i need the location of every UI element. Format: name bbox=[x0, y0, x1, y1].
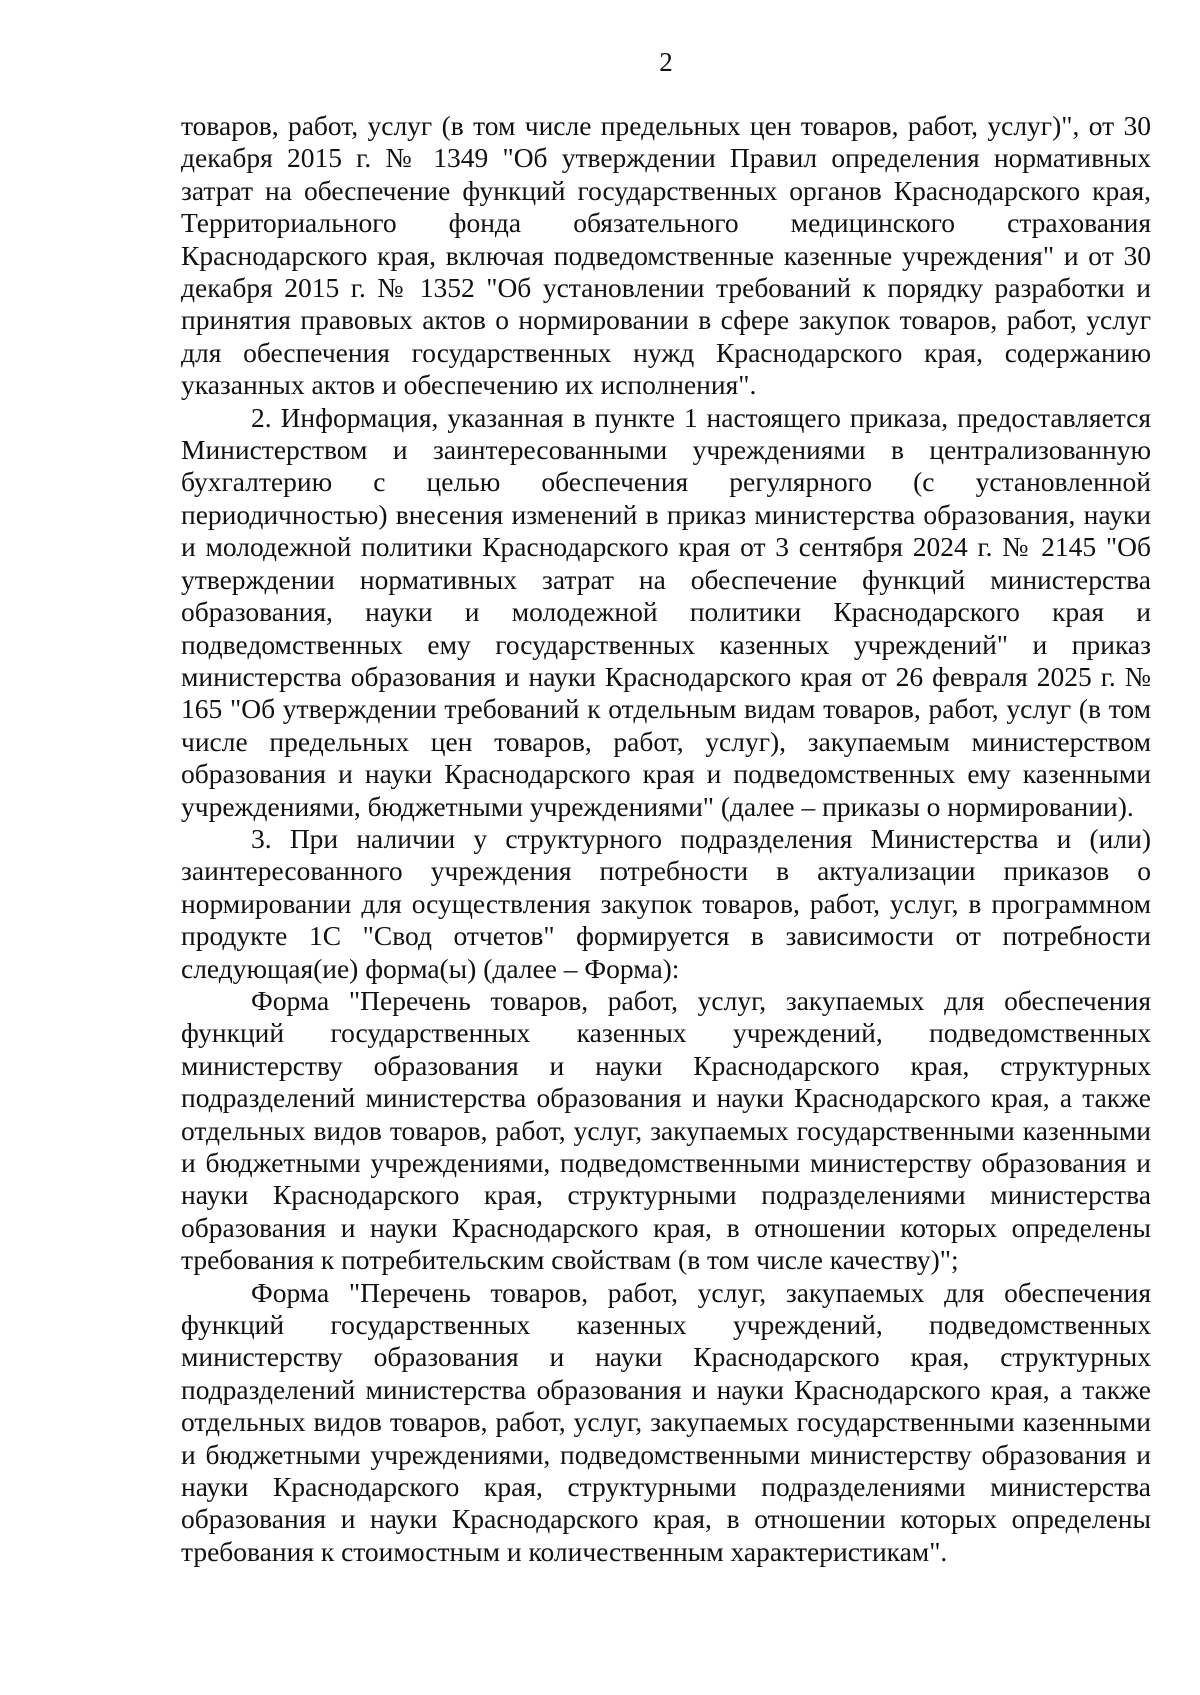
paragraph-form-2: Форма "Перечень товаров, работ, услуг, закупаемых для обеспечения функций государственных казенных учреждений, подведомственных министерству образования и науки Краснодарского края, структурных подразделений министерства образования и науки Краснодарского края, а также отдельных видов товаров, работ, услуг, закупаемых государственными казенными и бюджетными учреждениями, подведомственными министерству образования и науки Краснодарского края, структурными подразделениями министерства образования и науки Краснодарского края, в отношении которых определены требования к стоимостным и количественным характеристикам". bbox=[181, 1276, 1151, 1567]
document-body bbox=[181, 110, 1151, 1568]
page-number: 2 bbox=[659, 47, 673, 77]
paragraph-continuation: товаров, работ, услуг (в том числе предельных цен товаров, работ, услуг)", от 30 декабря 2015 г. № 1349 "Об утверждении Правил определения нормативных затрат на обеспечение функций государственных органов Краснодарского края, Территориального фонда обязательного медицинского страхования Краснодарского края, включая подведомственные казенные учреждения" и от 30 декабря 2015 г. № 1352 "Об установлении требований к порядку разработки и принятия правовых актов о нормировании в сфере закупок товаров, работ, услуг для обеспечения государственных нужд Краснодарского края, содержанию указанных актов и обеспечению их исполнения". bbox=[181, 110, 1151, 401]
paragraph-item-3: 3. При наличии у структурного подразделения Министерства и (или) заинтересованного учреждения потребности в актуализации приказов о нормировании для осуществления закупок товаров, работ, услуг, в программном продукте 1С "Свод отчетов" формируется в зависимости от потребности следующая(ие) форма(ы) (далее – Форма): bbox=[181, 822, 1151, 984]
paragraph-form-1: Форма "Перечень товаров, работ, услуг, закупаемых для обеспечения функций государственных казенных учреждений, подведомственных министерству образования и науки Краснодарского края, структурных подразделений министерства образования и науки Краснодарского края, а также отдельных видов товаров, работ, услуг, закупаемых государственными казенными и бюджетными учреждениями, подведомственными министерству образования и науки Краснодарского края, структурными подразделениями министерства образования и науки Краснодарского края, в отношении которых определены требования к потребительским свойствам (в том числе качеству)"; bbox=[181, 984, 1151, 1276]
paragraph-item-2: 2. Информация, указанная в пункте 1 настоящего приказа, предоставляется Министерством и заинтересованными учреждениями в централизованную бухгалтерию с целью обеспечения регулярного (с установленной периодичностью) внесения изменений в приказ министерства образования, науки и молодежной политики Краснодарского края от 3 сентября 2024 г. № 2145 "Об утверждении нормативных затрат на обеспечение функций министерства образования, науки и молодежной политики Краснодарского края и подведомственных ему государственных казенных учреждений" и приказ министерства образования и науки Краснодарского края от 26 февраля 2025 г. № 165 "Об утверждении требований к отдельным видам товаров, работ, услуг (в том числе предельных цен товаров, работ, услуг), закупаемым министерством образования и науки Краснодарского края и подведомственных ему казенными учреждениями, бюджетными учреждениями" (далее – приказы о нормировании). bbox=[181, 401, 1151, 822]
